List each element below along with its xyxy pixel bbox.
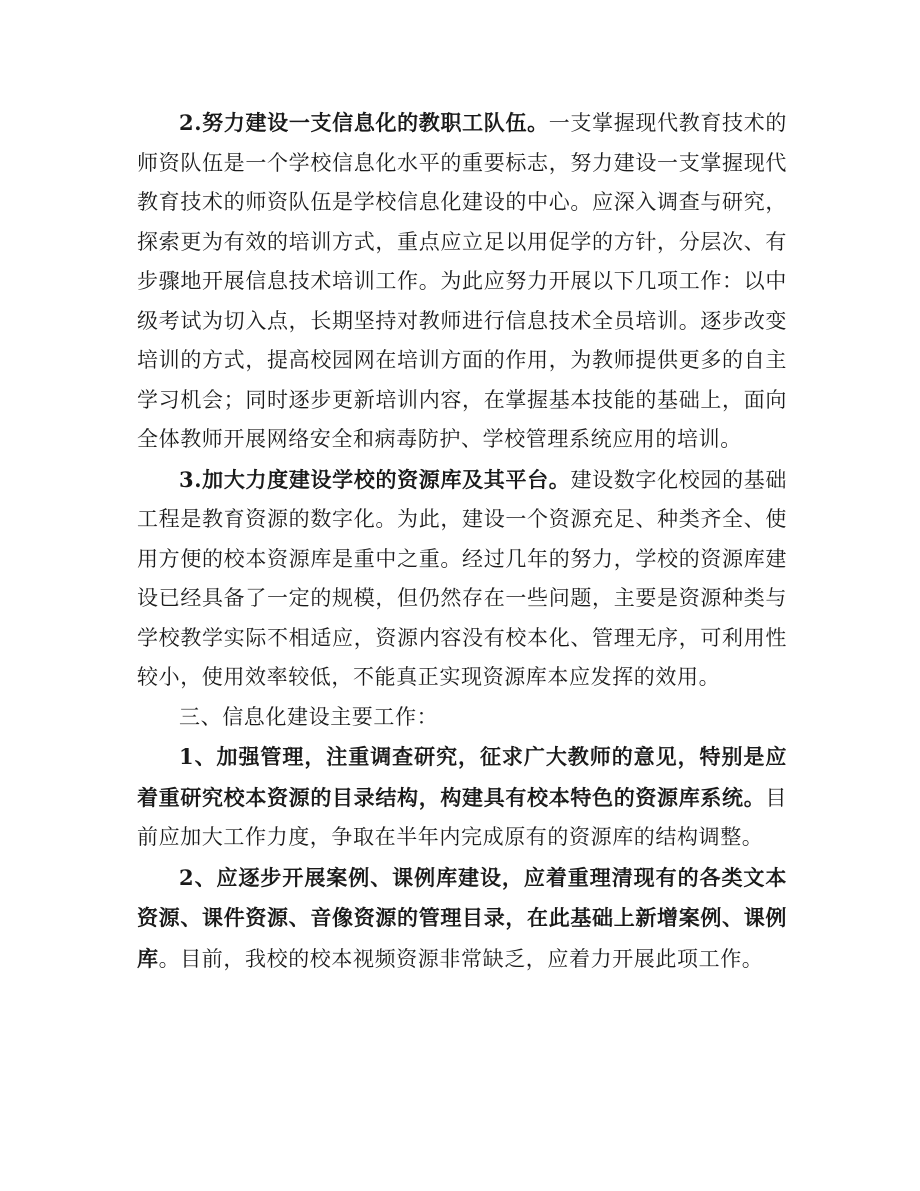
paragraph-lead: 1、加强管理，注重调查研究，征求广大教师的意见，特别是应着重研究校本资源的目录结构，构建具有校本特色的资源库系统。 bbox=[137, 744, 787, 810]
paragraph-text: 目前应加大工作力度，争取在半年内完成原有的资源库的结构调整。 bbox=[137, 785, 787, 849]
paragraph-management bbox=[137, 737, 787, 858]
paragraph-lead: 3.加大力度建设学校的资源库及其平台。 bbox=[179, 466, 571, 492]
paragraph-text: 建设数字化校园的基础工程是教育资源的数字化。为此，建设一个资源充足、种类齐全、使用方便的校本资源库是重中之重。经过几年的努力，学校的资源库建设已经具备了一定的规模，但仍然存在一些问题，主要是资源种类与学校教学实际不相适应，资源内容没有校本化、管理无序，可利用性较小，使用效率较低，不能真正实现资源库本应发挥的效用。 bbox=[137, 467, 787, 689]
document-body bbox=[137, 103, 787, 979]
paragraph-text: 一支掌握现代教育技术的师资队伍是一个学校信息化水平的重要标志，努力建设一支掌握现代教育技术的师资队伍是学校信息化建设的中心。应深入调查与研究，探索更为有效的培训方式，重点应立足以用促学的方针，分层次、有步骤地开展信息技术培训工作。为此应努力开展以下几项工作：以中级考试为切入点，长期坚持对教师进行信息技术全员培训。逐步改变培训的方式，提高校园网在培训方面的作用，为教师提供更多的自主学习机会；同时逐步更新培训内容，在掌握基本技能的基础上，面向全体教师开展网络安全和病毒防护、学校管理系统应用的培训。 bbox=[137, 111, 787, 451]
section-heading: 三、信息化建设主要工作： bbox=[179, 704, 439, 729]
paragraph-resource-library bbox=[137, 460, 787, 698]
paragraph-case-library bbox=[137, 858, 787, 980]
paragraph-teacher-team bbox=[137, 103, 787, 460]
paragraph-lead: 2、应逐步开展案例、课例库建设，应着重理清现有的各类文本资源、课件资源、音像资源的管理目录，在此基础上新增案例、课例库 bbox=[137, 864, 787, 971]
paragraph-text: 。目前，我校的校本视频资源非常缺乏，应着力开展此项工作。 bbox=[158, 946, 764, 971]
paragraph-lead: 2.努力建设一支信息化的教职工队伍。 bbox=[179, 110, 549, 135]
